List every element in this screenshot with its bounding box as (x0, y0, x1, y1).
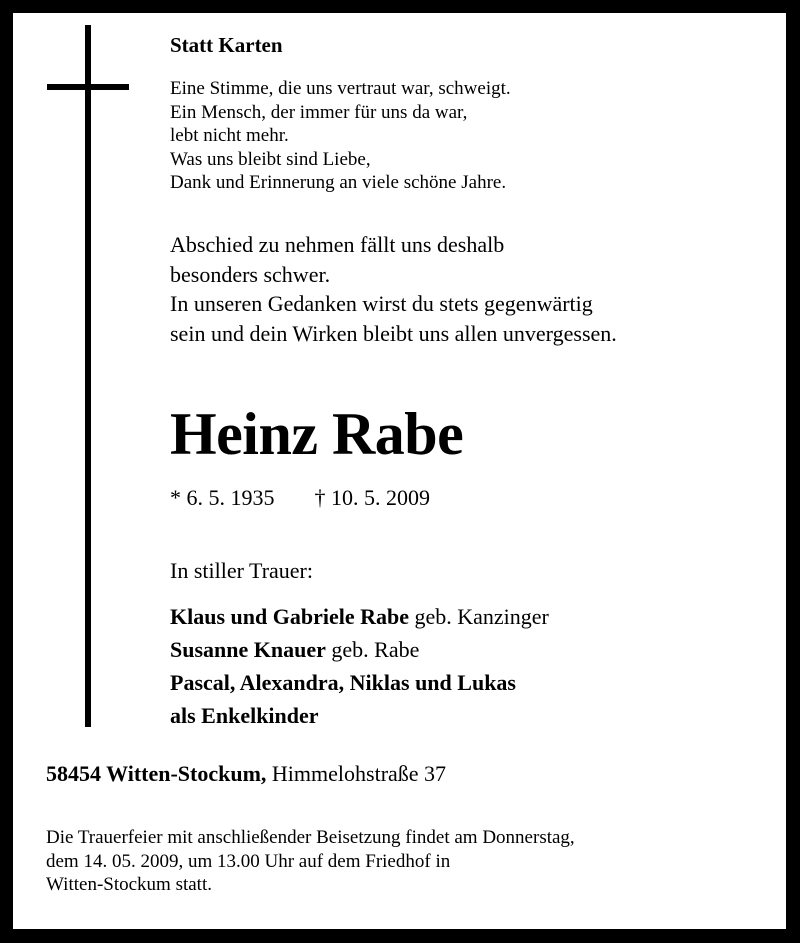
birth-date: * 6. 5. 1935 (170, 485, 275, 510)
poem-line: Eine Stimme, die uns vertraut war, schweigt. (170, 78, 511, 99)
cross-icon-crossbar (47, 84, 129, 90)
poem-line: Dank und Erinnerung an viele schöne Jahre. (170, 172, 507, 193)
poem-line: lebt nicht mehr. (170, 125, 289, 146)
farewell-line: In unseren Gedanken wirst du stets gegenwärtig (170, 291, 593, 316)
poem (170, 77, 511, 195)
mourner-name: Susanne Knauer (170, 637, 326, 662)
poem-line: Was uns bleibt sind Liebe, (170, 148, 371, 170)
mourner-line (170, 666, 549, 699)
life-dates (170, 484, 430, 512)
service-line: Witten-Stockum statt. (46, 874, 212, 895)
service-details (46, 826, 575, 897)
farewell-text (170, 230, 617, 348)
service-line: dem 14. 05. 2009, um 13.00 Uhr auf dem Friedhof in (46, 850, 451, 872)
heading: Statt Karten (170, 33, 283, 57)
mourning-label: In stiller Trauer: (170, 558, 313, 583)
poem-line: Ein Mensch, der immer für uns da war, (170, 101, 468, 123)
mourner-note: geb. Kanzinger (408, 604, 549, 629)
mourners-list (170, 600, 549, 732)
farewell-line: Abschied zu nehmen fällt uns deshalb (170, 232, 505, 257)
mourner-line (170, 600, 549, 633)
farewell-line: sein und dein Wirken bleibt uns allen unvergessen. (170, 320, 617, 346)
deceased-name: Heinz Rabe (170, 401, 464, 467)
obituary-notice (13, 13, 786, 929)
cross-icon (85, 25, 91, 727)
mourner-name: Pascal, Alexandra, Niklas und Lukas (170, 670, 516, 695)
address (46, 760, 446, 788)
service-line: Die Trauerfeier mit anschließender Beisetzung findet am Donnerstag, (46, 827, 575, 848)
address-city: 58454 Witten-Stockum, (46, 761, 267, 786)
mourner-name: Klaus und Gabriele Rabe (170, 604, 409, 629)
mourner-name: als Enkelkinder (170, 703, 319, 728)
death-date: † 10. 5. 2009 (314, 485, 430, 510)
mourner-note: geb. Rabe (325, 637, 420, 662)
mourner-line (170, 633, 549, 666)
mourner-line (170, 699, 549, 732)
address-street: Himmelohstraße 37 (266, 761, 447, 786)
farewell-line: besonders schwer. (170, 261, 331, 287)
